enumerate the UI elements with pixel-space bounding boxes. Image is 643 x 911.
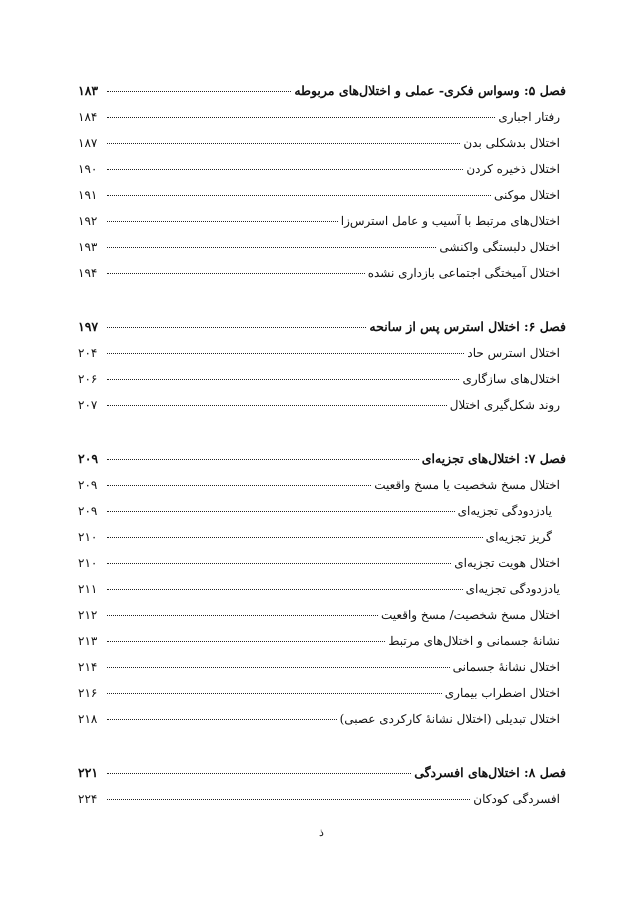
entry-title: یادزدودگی تجزیه‌ای bbox=[465, 582, 560, 596]
dot-leader bbox=[107, 327, 366, 328]
page-number: ۲۲۱ bbox=[78, 765, 99, 780]
dot-leader bbox=[107, 693, 442, 694]
toc-entry[interactable] bbox=[78, 392, 566, 418]
entry-title: اختلال موکنی bbox=[493, 188, 560, 202]
dot-leader bbox=[107, 195, 491, 196]
dot-leader bbox=[107, 117, 495, 118]
page-number: ۲۰۹ bbox=[78, 478, 98, 492]
dot-leader bbox=[107, 563, 451, 564]
entry-title: اختلال دلبستگی واکنشی bbox=[439, 240, 560, 254]
toc-entry[interactable] bbox=[78, 234, 566, 260]
entry-title: اختلال استرس حاد bbox=[467, 346, 560, 360]
toc-entry[interactable] bbox=[78, 550, 566, 576]
toc-entry[interactable] bbox=[78, 524, 566, 550]
dot-leader bbox=[107, 799, 470, 800]
entry-title: اختلال آمیختگی اجتماعی بازداری نشده bbox=[367, 266, 560, 280]
entry-title: اختلال بدشکلی بدن bbox=[463, 136, 560, 150]
toc-entry[interactable] bbox=[78, 104, 566, 130]
dot-leader bbox=[107, 641, 385, 642]
dot-leader bbox=[107, 143, 460, 144]
dot-leader bbox=[107, 719, 337, 720]
dot-leader bbox=[107, 615, 378, 616]
page-number: ۲۲۴ bbox=[78, 792, 98, 806]
entry-title: اختلال مسخ شخصیت یا مسخ واقعیت bbox=[374, 478, 560, 492]
dot-leader bbox=[107, 459, 419, 460]
page-number: ۲۱۴ bbox=[78, 660, 98, 674]
toc-entry[interactable] bbox=[78, 498, 566, 524]
chapter-7 bbox=[78, 446, 566, 732]
toc-entry[interactable] bbox=[78, 182, 566, 208]
entry-title: افسردگی کودکان bbox=[473, 792, 560, 806]
dot-leader bbox=[107, 353, 464, 354]
dot-leader bbox=[107, 273, 365, 274]
page-number: ۲۱۸ bbox=[78, 712, 98, 726]
entry-title: اختلال هویت تجزیه‌ای bbox=[454, 556, 560, 570]
page-number: ۲۰۷ bbox=[78, 398, 98, 412]
entry-title: روند شکل‌گیری اختلال bbox=[449, 398, 560, 412]
page-number: ۱۸۴ bbox=[78, 110, 98, 124]
page-number: ۱۹۱ bbox=[78, 188, 98, 202]
toc-entry[interactable] bbox=[78, 628, 566, 654]
chapter-heading[interactable] bbox=[78, 760, 566, 786]
dot-leader bbox=[107, 589, 463, 590]
chapter-heading[interactable] bbox=[78, 314, 566, 340]
toc-entry[interactable] bbox=[78, 156, 566, 182]
chapter-heading[interactable] bbox=[78, 446, 566, 472]
dot-leader bbox=[107, 667, 450, 668]
entry-title: اختلال مسخ شخصیت/ مسخ واقعیت bbox=[381, 608, 560, 622]
page-number: ۲۰۶ bbox=[78, 372, 98, 386]
page-number: ۱۹۲ bbox=[78, 214, 98, 228]
toc-entry[interactable] bbox=[78, 786, 566, 812]
page-number: ۲۰۹ bbox=[78, 451, 99, 466]
chapter-title: فصل ۸: اختلال‌های افسردگی bbox=[414, 765, 566, 780]
dot-leader bbox=[107, 91, 291, 92]
page-number: ۱۸۳ bbox=[78, 83, 99, 98]
toc-entry[interactable] bbox=[78, 130, 566, 156]
toc-entry[interactable] bbox=[78, 654, 566, 680]
dot-leader bbox=[107, 405, 447, 406]
toc-entry[interactable] bbox=[78, 208, 566, 234]
dot-leader bbox=[107, 511, 455, 512]
page-number: ۲۱۳ bbox=[78, 634, 98, 648]
entry-title: نشانهٔ جسمانی و اختلال‌های مرتبط bbox=[388, 634, 560, 648]
toc-entry[interactable] bbox=[78, 602, 566, 628]
toc-entry[interactable] bbox=[78, 576, 566, 602]
dot-leader bbox=[107, 537, 483, 538]
page-number: ۱۸۷ bbox=[78, 136, 98, 150]
toc-entry[interactable] bbox=[78, 366, 566, 392]
page-number: ۱۹۰ bbox=[78, 162, 98, 176]
toc-entry[interactable] bbox=[78, 680, 566, 706]
page-number: ۲۱۰ bbox=[78, 530, 98, 544]
page-number: ۱۹۴ bbox=[78, 266, 98, 280]
page-number: ۲۱۶ bbox=[78, 686, 98, 700]
chapter-heading[interactable] bbox=[78, 78, 566, 104]
entry-title: گریز تجزیه‌ای bbox=[485, 530, 552, 544]
page-number: ۲۰۹ bbox=[78, 504, 98, 518]
page-number: ۲۱۰ bbox=[78, 556, 98, 570]
chapter-5 bbox=[78, 78, 566, 286]
page-number: ۲۱۱ bbox=[78, 582, 98, 596]
page-folio: ذ bbox=[319, 826, 324, 839]
chapter-6 bbox=[78, 314, 566, 418]
entry-title: یادزدودگی تجزیه‌ای bbox=[457, 504, 552, 518]
entry-title: اختلال اضطراب بیماری bbox=[444, 686, 560, 700]
entry-title: اختلال نشانهٔ جسمانی bbox=[452, 660, 560, 674]
entry-title: اختلال‌های مرتبط با آسیب و عامل استرس‌زا bbox=[340, 214, 560, 228]
dot-leader bbox=[107, 379, 459, 380]
page-number: ۱۹۷ bbox=[78, 319, 99, 334]
dot-leader bbox=[107, 169, 463, 170]
dot-leader bbox=[107, 773, 411, 774]
page-number: ۲۰۴ bbox=[78, 346, 98, 360]
page-number: ۱۹۳ bbox=[78, 240, 98, 254]
chapter-title: فصل ۷: اختلال‌های تجزیه‌ای bbox=[421, 451, 566, 466]
chapter-title: فصل ۵: وسواس فکری- عملی و اختلال‌های مربوطه bbox=[294, 83, 566, 98]
toc-entry[interactable] bbox=[78, 472, 566, 498]
entry-title: اختلال‌های سازگاری bbox=[462, 372, 560, 386]
chapter-title: فصل ۶: اختلال استرس پس از سانحه bbox=[369, 319, 566, 334]
entry-title: رفتار اجباری bbox=[498, 110, 560, 124]
toc-entry[interactable] bbox=[78, 706, 566, 732]
page-number: ۲۱۲ bbox=[78, 608, 98, 622]
dot-leader bbox=[107, 247, 436, 248]
entry-title: اختلال ذخیره کردن bbox=[466, 162, 560, 176]
dot-leader bbox=[107, 485, 371, 486]
entry-title: اختلال تبدیلی (اختلال نشانهٔ کارکردی عصبی) bbox=[339, 712, 560, 726]
chapter-8 bbox=[78, 760, 566, 812]
toc-entry[interactable] bbox=[78, 340, 566, 366]
toc-entry[interactable] bbox=[78, 260, 566, 286]
table-of-contents bbox=[78, 78, 566, 840]
dot-leader bbox=[107, 221, 338, 222]
